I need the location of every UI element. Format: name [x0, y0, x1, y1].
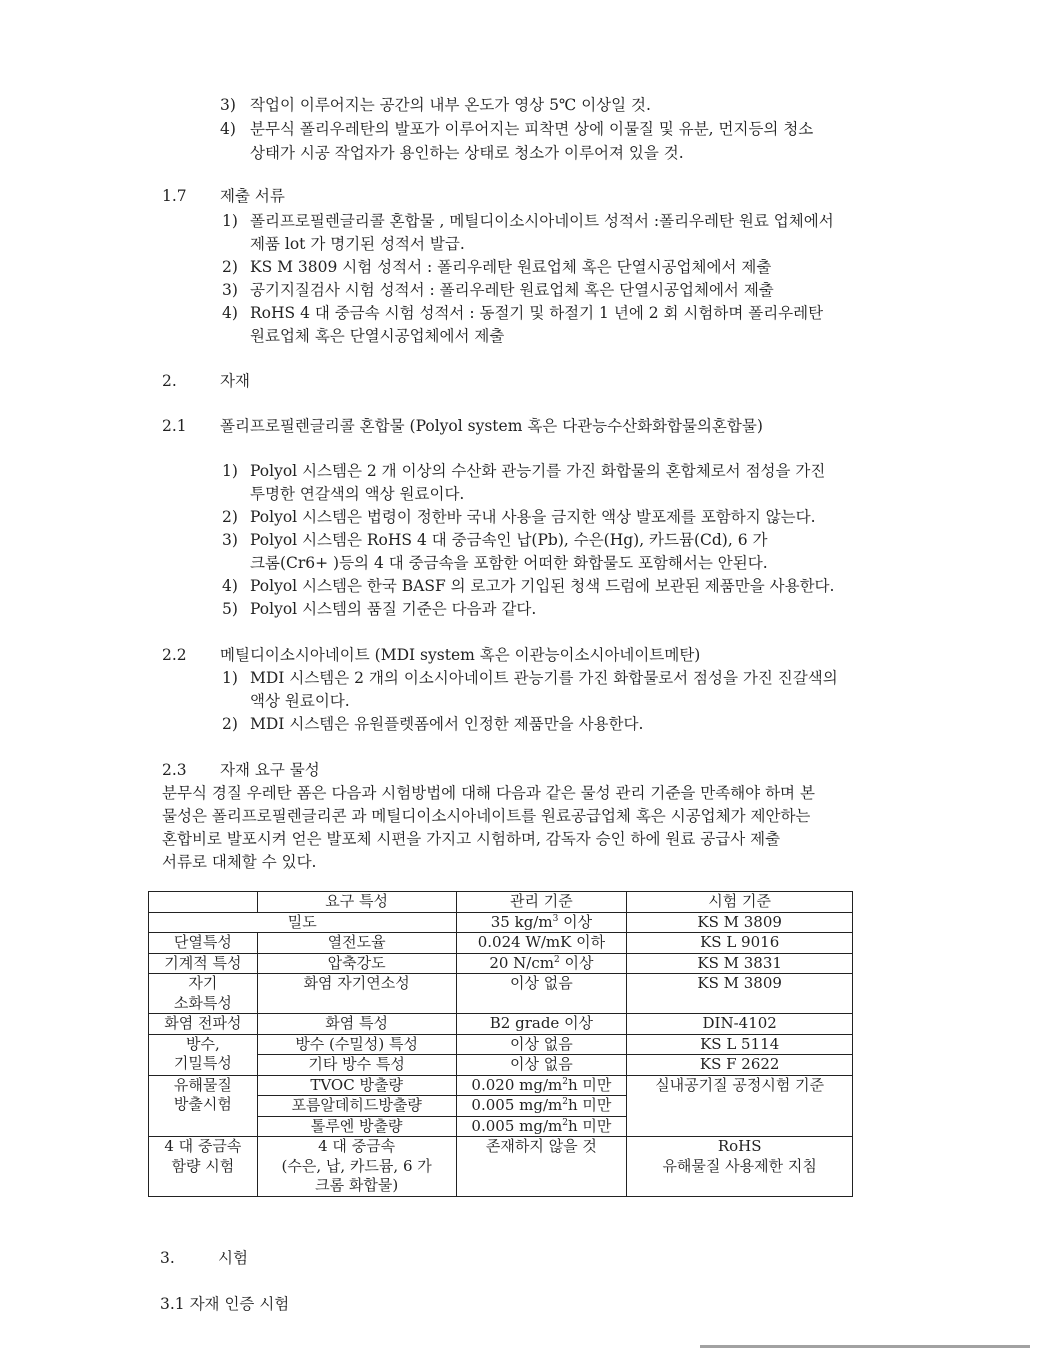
section-number: 2.3: [162, 761, 187, 779]
section-title: 자재: [220, 372, 250, 390]
superscript: 2: [562, 1076, 568, 1087]
table-cell: [257, 1137, 456, 1197]
table-cell: KS M 3809: [627, 912, 853, 933]
section-title: 폴리프로필렌글리콜 혼합물 (Polyol system 혹은 다관능수산화화합물의혼합물): [220, 417, 763, 435]
table-row: [149, 1014, 853, 1035]
table-cell: KS L 9016: [627, 933, 853, 954]
list-item-text: 분무식 폴리우레탄의 발포가 이루어지는 피착면 상에 이물질 및 유분, 먼지등의 청소: [250, 120, 814, 138]
table-cell: 화염 특성: [257, 1014, 456, 1035]
list-item-text: 원료업체 혹은 단열시공업체에서 제출: [250, 327, 505, 345]
table-cell: [149, 1075, 258, 1137]
table-cell: B2 grade 이상: [456, 1014, 627, 1035]
cell-line: 크롬 화합물): [315, 1176, 399, 1194]
list-item-text: Polyol 시스템은 2 개 이상의 수산화 관능기를 가진 화합물의 혼합체로서 점성을 가진: [250, 462, 826, 480]
section-number: 3.: [160, 1249, 175, 1267]
table-row: [149, 1137, 853, 1197]
superscript: 2: [562, 1097, 568, 1107]
section-number: 2.1: [162, 417, 187, 435]
table-cell: [149, 892, 258, 913]
list-number: 4): [222, 304, 238, 322]
list-number: 5): [222, 600, 238, 618]
list-number: 3): [222, 281, 238, 299]
material-spec-table: [148, 891, 853, 1197]
list-number: 2): [222, 508, 238, 526]
list-number: 1): [222, 462, 238, 480]
cell-value: h 미만: [567, 1075, 612, 1094]
table-header-row: [149, 892, 853, 913]
header-cell: 관리 기준: [456, 892, 627, 913]
cell-value: 20 N/cm: [489, 953, 554, 972]
scan-artifact: [700, 1345, 1030, 1348]
list-item-text: KS M 3809 시험 성적서 : 폴리우레탄 원료업체 혹은 단열시공업체에서 제출: [250, 258, 772, 276]
cell-value: 0.005 mg/m: [471, 1116, 563, 1135]
list-number: 2): [222, 715, 238, 733]
table-cell: 방수 (수밀성) 특성: [257, 1034, 456, 1055]
table-cell: 이상 없음: [456, 974, 627, 1014]
list-item-text: Polyol 시스템은 RoHS 4 대 중금속인 납(Pb), 수은(Hg), 카드뮴(Cd), 6 가: [250, 531, 768, 549]
table-cell: [627, 1137, 853, 1197]
list-number: 4): [220, 120, 236, 138]
header-cell: 요구 특성: [257, 892, 456, 913]
list-number: 2): [222, 258, 238, 276]
list-item-text: MDI 시스템은 2 개의 이소시아네이트 관능기를 가진 화합물로서 점성을 가진 진갈색의: [250, 669, 838, 687]
header-cell: 시험 기준: [627, 892, 853, 913]
list-number: 3): [220, 96, 236, 114]
table-row: [149, 974, 853, 1014]
list-item-text: 제품 lot 가 명기된 성적서 발급.: [250, 235, 465, 253]
list-item-text: 투명한 연갈색의 액상 원료이다.: [250, 485, 465, 503]
table-cell: KS F 2622: [627, 1055, 853, 1076]
table-cell: 밀도: [149, 912, 457, 933]
section-title: 제출 서류: [220, 187, 285, 205]
table-cell: [456, 953, 627, 974]
cell-line: 기밀특성: [173, 1054, 232, 1072]
cell-line: 4 대 중금속: [318, 1137, 396, 1155]
table-cell: 기타 방수 특성: [257, 1055, 456, 1076]
table-cell: [149, 1137, 258, 1197]
table-cell: [149, 1034, 258, 1075]
list-item-text: Polyol 시스템의 품질 기준은 다음과 같다.: [250, 600, 537, 618]
table-cell: [149, 974, 258, 1014]
section-number: 2.: [162, 372, 177, 390]
paragraph-line: 분무식 경질 우레탄 폼은 다음과 시험방법에 대해 다음과 같은 물성 관리 기준을 만족해야 하며 본: [162, 784, 815, 802]
list-item-text: 크롬(Cr6+ )등의 4 대 중금속을 포함한 어떠한 화합물도 포함해서는 안된다.: [250, 554, 768, 572]
table-cell: 0.024 W/mK 이하: [456, 933, 627, 954]
section-title: 3.1 자재 인증 시험: [160, 1295, 290, 1313]
table-cell: KS L 5114: [627, 1034, 853, 1055]
list-number: 1): [222, 669, 238, 687]
table-cell: 화염 전파성: [149, 1014, 258, 1035]
table-row: [149, 953, 853, 974]
table-cell: [456, 1096, 627, 1117]
list-number: 3): [222, 531, 238, 549]
table-row: [149, 1075, 853, 1096]
list-number: 1): [222, 212, 238, 230]
cell-value: h 미만: [567, 1096, 612, 1114]
list-item-text: MDI 시스템은 유원플렛폼에서 인정한 제품만을 사용한다.: [250, 715, 644, 733]
cell-line: 방출시험: [173, 1095, 232, 1113]
table-cell: 압축강도: [257, 953, 456, 974]
cell-value: 0.020 mg/m: [471, 1075, 563, 1094]
table-cell: TVOC 방출량: [257, 1075, 456, 1096]
table-cell: 존재하지 않을 것: [456, 1137, 627, 1197]
cell-value: 이상: [559, 953, 594, 972]
cell-line: 소화특성: [173, 993, 232, 1012]
list-item-text: 액상 원료이다.: [250, 692, 350, 710]
table-cell: 단열특성: [149, 933, 258, 954]
table-row: [149, 933, 853, 954]
cell-line: 4 대 중금속: [164, 1137, 242, 1155]
cell-value: 0.005 mg/m: [471, 1096, 563, 1114]
table-cell: KS M 3831: [627, 953, 853, 974]
list-number: 4): [222, 577, 238, 595]
section-number: 1.7: [162, 187, 187, 205]
table-cell: 톨루엔 방출량: [257, 1116, 456, 1137]
cell-line: 유해물질: [173, 1075, 232, 1094]
cell-value: 이상: [558, 912, 593, 931]
list-item-text: Polyol 시스템은 한국 BASF 의 로고가 기입된 청색 드럼에 보관된 제품만을 사용한다.: [250, 577, 835, 595]
table-cell: 이상 없음: [456, 1034, 627, 1055]
section-title: 메틸디이소시아네이트 (MDI system 혹은 이관능이소시아네이트메탄): [220, 646, 701, 664]
table-cell: KS M 3809: [627, 974, 853, 1014]
table-cell: [456, 1075, 627, 1096]
table-cell: 이상 없음: [456, 1055, 627, 1076]
list-item-text: 폴리프로필렌글리콜 혼합물 , 메틸디이소시아네이트 성적서 :폴리우레탄 원료 업체에서: [250, 212, 834, 230]
table-cell: 열전도율: [257, 933, 456, 954]
paragraph-line: 물성은 폴리프로필렌글리콘 과 메틸디이소시아네이트를 원료공급업체 혹은 시공업체가 제안하는: [162, 807, 811, 825]
paragraph-line: 혼합비로 발포시켜 얻은 발포체 시편을 가지고 시험하며, 감독자 승인 하에 원료 공급사 제출: [162, 830, 781, 848]
table-cell: DIN-4102: [627, 1014, 853, 1035]
table-row: [149, 1034, 853, 1055]
paragraph-line: 서류로 대체할 수 있다.: [162, 853, 317, 871]
cell-line: 유해물질 사용제한 지침: [662, 1156, 817, 1175]
cell-value: h 미만: [567, 1116, 612, 1135]
table-cell: [456, 1116, 627, 1137]
table-row: [149, 912, 853, 933]
table-cell: 포름알데히드방출량: [257, 1096, 456, 1117]
list-item-text: 상태가 시공 작업자가 용인하는 상태로 청소가 이루어져 있을 것.: [250, 144, 684, 162]
list-item-text: Polyol 시스템은 법령이 정한바 국내 사용을 금지한 액상 발포제를 포함하지 않는다.: [250, 508, 816, 526]
section-title: 시험: [218, 1249, 248, 1267]
cell-line: 자기: [188, 974, 218, 992]
superscript: 2: [554, 954, 560, 965]
superscript: 3: [552, 913, 559, 924]
list-item-text: 공기지질검사 시험 성적서 : 폴리우레탄 원료업체 혹은 단열시공업체에서 제출: [250, 281, 774, 299]
list-item-text: 작업이 이루어지는 공간의 내부 온도가 영상 5℃ 이상일 것.: [250, 96, 651, 114]
cell-value: 35 kg/m: [490, 912, 553, 931]
cell-line: RoHS: [717, 1137, 762, 1155]
section-title: 자재 요구 물성: [220, 761, 320, 779]
table-cell: 기계적 특성: [149, 953, 258, 974]
table-cell: 화염 자기연소성: [257, 974, 456, 1014]
cell-line: 방수,: [186, 1034, 220, 1053]
table-cell: [456, 912, 627, 933]
table-cell: 실내공기질 공정시험 기준: [627, 1075, 853, 1137]
list-item-text: RoHS 4 대 중금속 시험 성적서 : 동절기 및 하절기 1 년에 2 회 시험하며 폴리우레탄: [250, 304, 824, 322]
superscript: 2: [562, 1117, 568, 1128]
cell-line: 함량 시험: [171, 1156, 235, 1175]
section-number: 2.2: [162, 646, 187, 664]
cell-line: (수은, 납, 카드뮴, 6 가: [281, 1156, 432, 1175]
